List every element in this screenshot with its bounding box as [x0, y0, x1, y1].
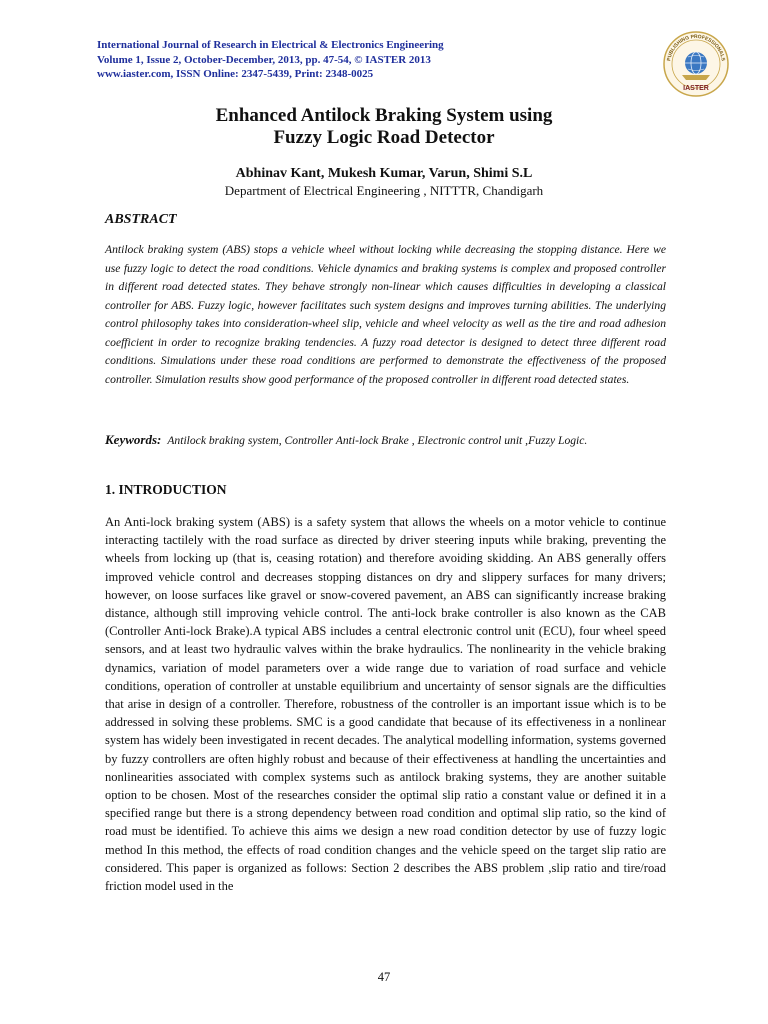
paper-title: [0, 105, 768, 149]
journal-title: International Journal of Research in Electrical & Electronics Engineering: [97, 39, 444, 51]
introduction-text: An Anti-lock braking system (ABS) is a safety system that allows the wheels on a motor vehicle to continue interacting tactilely with the road surface as directed by driver steering inputs while braking, preventing the wheels from locking up (that is, ceasing rotation) and therefore avoiding skidding. An ABS generally offers improved vehicle control and decreases stopping distances on dry and slippery surfaces for many drivers; however, on loose surfaces like gravel or snow-covered pavement, an ABS can significantly increase braking distance, although still improving vehicle control. The anti-lock brake controller is also known as the CAB (Controller Anti-lock Brake).A typical ABS includes a central electronic control unit (ECU), four wheel speed sensors, and at least two hydraulic valves within the brake hydraulics. The nonlinearity in the vehicle braking dynamics, variation of model parameters over a wide range due to variation of road surface and vehicle conditions, operation of controller at unstable equilibrium and uncertainty of sensor signals are the difficulties that arise in design of a controller. Therefore, robustness of the controller is an important issue which is to be addressed in solving these problems. SMC is a good candidate that because of its effectiveness in a nonlinear system has widely been investigated in recent decades. The analytical modelling information, systems governed by fuzzy controllers are often highly robust and because of their effectiveness at handling the uncertainties and nonlinearities associated with complex systems such as antilock braking systems, they are another suitable option to be chosen. Most of the researches consider the optimal slip ratio a constant value or defined it in a specified range but there is a strong dependency between road condition and optimal slip ratio, so the kind of road must be identified. To achieve this aims we design a new road condition detector by use of fuzzy logic method In this method, the effects of road condition changes and the vehicle speed on the target slip ratio are considered. This paper is organized as follows: Section 2 describes the ABS problem ,slip ratio and tire/road friction model used in the: [105, 515, 666, 894]
keywords-label: Keywords:: [105, 432, 162, 447]
abstract-heading: ABSTRACT: [105, 212, 177, 227]
keywords-text: Antilock braking system, Controller Anti-lock Brake , Electronic control unit ,Fuzzy Logic.: [167, 434, 588, 447]
affiliation: Department of Electrical Engineering , NITTTR, Chandigarh: [224, 183, 544, 198]
globe-icon: [685, 52, 707, 74]
journal-header: [97, 38, 597, 82]
authors: Abhinav Kant, Mukesh Kumar, Varun, Shimi S.L: [235, 166, 533, 181]
title-line-1: Enhanced Antilock Braking System using: [215, 105, 553, 126]
logo-arc-text: PUBLISHING PROFESSIONALS: [666, 33, 726, 62]
iaster-logo: [662, 30, 730, 98]
keywords: [105, 431, 666, 451]
logo-text: IASTER: [683, 85, 709, 92]
title-line-2: Fuzzy Logic Road Detector: [273, 127, 495, 148]
page-number: 47: [377, 970, 391, 984]
abstract-text: Antilock braking system (ABS) stops a vehicle wheel without locking while decreasing the stopping distance. Here we use fuzzy logic to detect the road conditions. Vehicle dynamics and braking systems is complex and proposed controller in different road detected states. They behave strongly non-linear which causes difficulties in developing a classical controller for ABS. Fuzzy logic, however facilitates such system designs and improves turning abilities. The underlying control philosophy takes into consideration-wheel slip, vehicle and wheel velocity as well as the tire and road adhesion coefficient in order to recognize braking tendencies. A fuzzy road detector is designed to detect three different road conditions. Simulations under these road conditions are performed to demonstrate the effectiveness of the proposed controller. Simulation results show good performance of the proposed controller in different road detected states.: [105, 243, 666, 386]
section-heading-introduction: 1. INTRODUCTION: [105, 482, 227, 497]
journal-volume: Volume 1, Issue 2, October-December, 2013, pp. 47-54, © IASTER 2013: [97, 53, 431, 66]
journal-issn: www.iaster.com, ISSN Online: 2347-5439, Print: 2348-0025: [97, 68, 374, 80]
